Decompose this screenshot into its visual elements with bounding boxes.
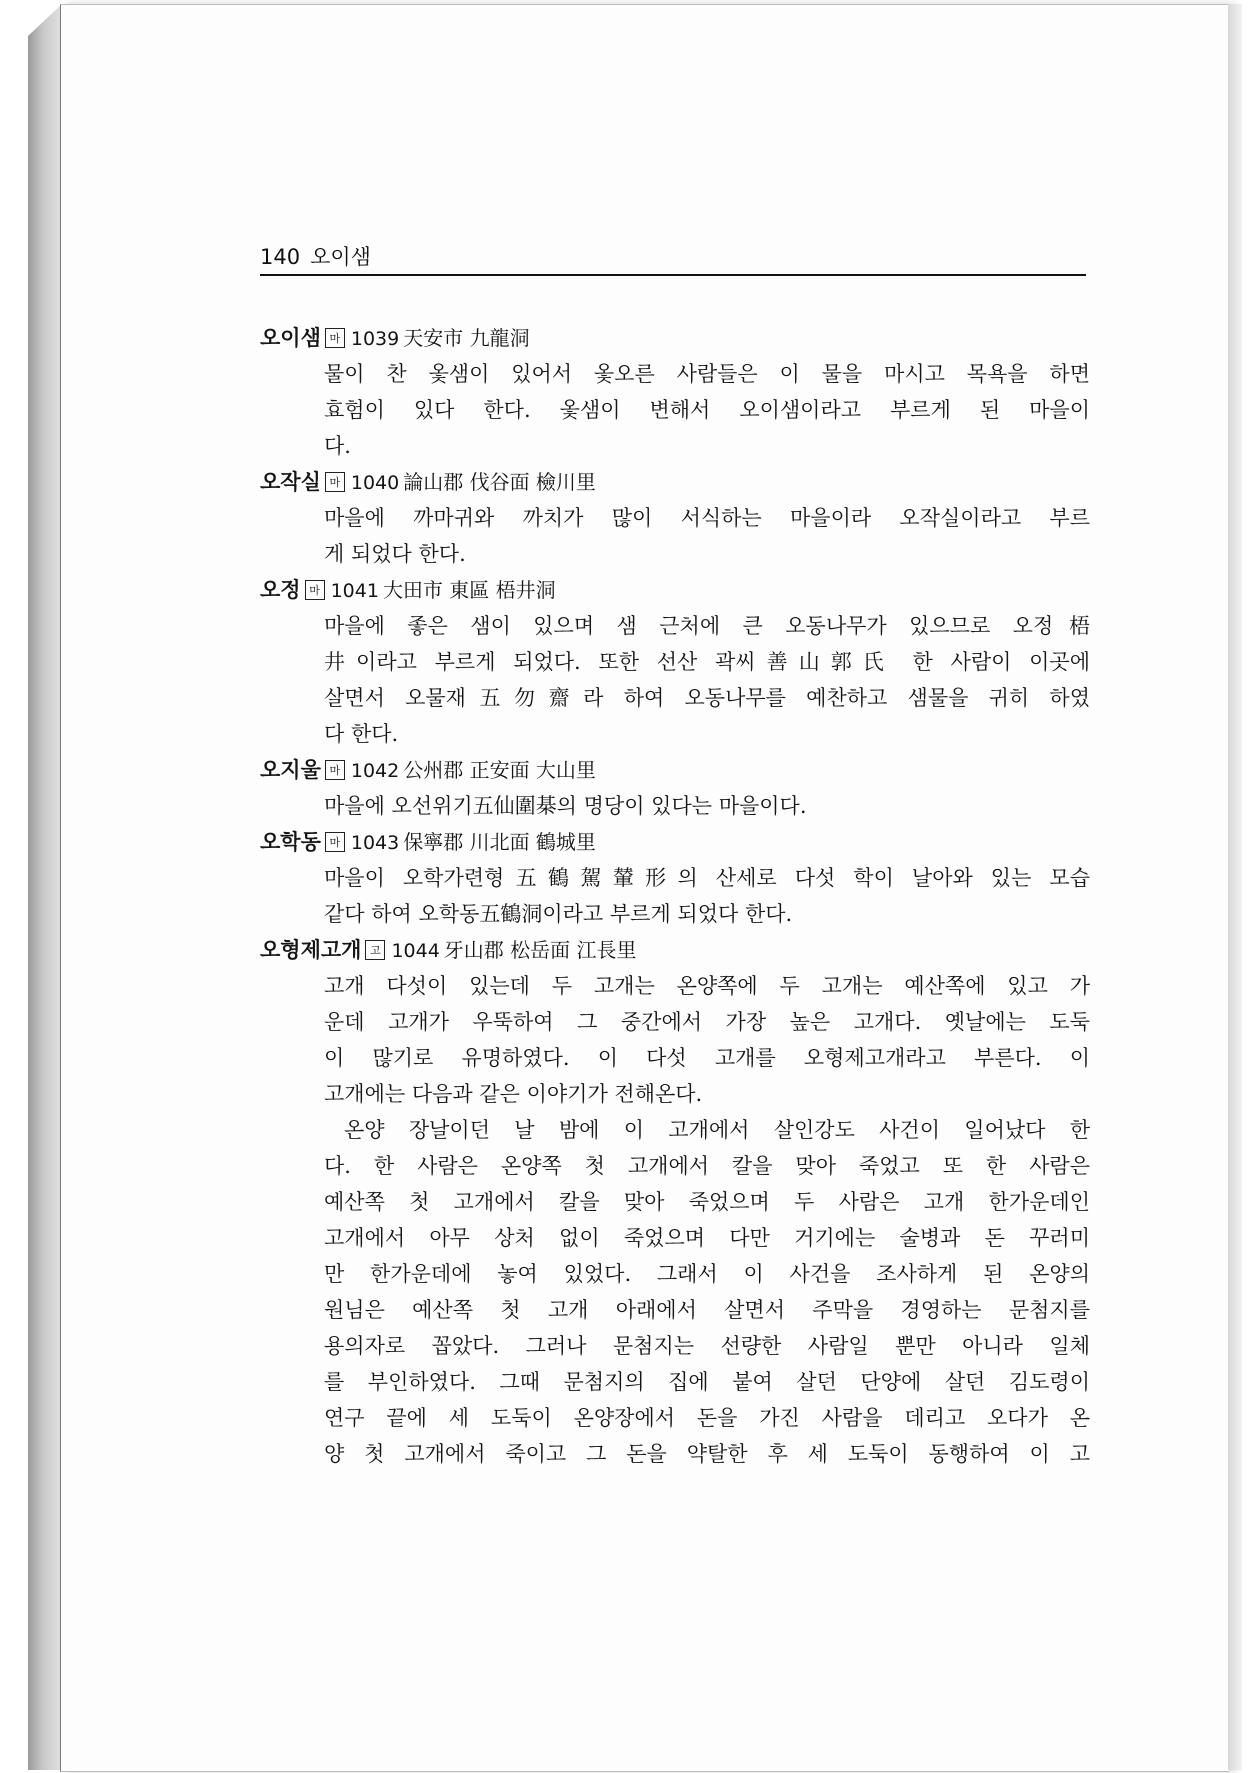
entry-body bbox=[324, 968, 1090, 1472]
body-line: 마을에 좋은 샘이 있으며 샘 근처에 큰 오동나무가 있으므로 오정梧 bbox=[324, 614, 1090, 638]
category-badge: 마 bbox=[305, 580, 325, 600]
entry-code: 1039 bbox=[350, 328, 400, 350]
entry-heading bbox=[260, 752, 1090, 788]
body-line: 연구 끝에 세 도둑이 온양장에서 돈을 가진 사람을 데리고 오다가 온 bbox=[324, 1406, 1090, 1430]
entry-name: 오정 bbox=[260, 577, 301, 602]
book-spine bbox=[28, 4, 62, 1770]
body-line: 게 되었다 한다. bbox=[324, 542, 466, 566]
body-line: 예산쪽 첫 고개에서 칼을 맞아 죽었으며 두 사람은 고개 한가운데인 bbox=[324, 1190, 1090, 1214]
page-number: 140 bbox=[260, 245, 301, 269]
body-line: 마을이 오학가련형五鶴駕輦形의 산세로 다섯 학이 날아와 있는 모습 bbox=[324, 866, 1090, 890]
entry bbox=[260, 824, 1090, 932]
entry bbox=[260, 572, 1090, 752]
header-rule bbox=[260, 274, 1086, 276]
entries-list bbox=[260, 320, 1090, 1472]
entry-name: 오학동 bbox=[260, 829, 321, 854]
entry-heading bbox=[260, 824, 1090, 860]
entry-body bbox=[324, 500, 1090, 572]
category-badge: 마 bbox=[325, 472, 345, 492]
body-line: 다 한다. bbox=[324, 722, 399, 746]
entry-body bbox=[324, 356, 1090, 464]
body-line: 용의자로 꼽았다. 그러나 문첨지는 선량한 사람일 뿐만 아니라 일체 bbox=[324, 1334, 1090, 1358]
category-badge: 마 bbox=[325, 328, 345, 348]
entry-body bbox=[324, 860, 1090, 932]
body-line: 마을에 까마귀와 까치가 많이 서식하는 마을이라 오작실이라고 부르 bbox=[324, 506, 1090, 530]
entry-address: 大田市 東區 梧井洞 bbox=[382, 578, 556, 602]
running-head-title: 오이샘 bbox=[310, 245, 371, 269]
entry-body bbox=[324, 608, 1090, 752]
entry-code: 1040 bbox=[350, 472, 400, 494]
body-line: 井이라고 부르게 되었다. 또한 선산 곽씨善山郭氏 한 사람이 이곳에 bbox=[324, 650, 1090, 674]
category-badge: 마 bbox=[325, 760, 345, 780]
body-line: 원님은 예산쪽 첫 고개 아래에서 살면서 주막을 경영하는 문첨지를 bbox=[324, 1298, 1090, 1322]
entry-address: 公州郡 正安面 大山里 bbox=[403, 758, 596, 782]
entry-heading bbox=[260, 572, 1090, 608]
entry-address: 天安市 九龍洞 bbox=[403, 326, 530, 350]
body-line: 고개에는 다음과 같은 이야기가 전해온다. bbox=[324, 1082, 703, 1106]
entry-body bbox=[324, 788, 1090, 824]
entry-address: 保寧郡 川北面 鶴城里 bbox=[403, 830, 596, 854]
entry-code: 1044 bbox=[391, 940, 440, 962]
entry-name: 오형제고개 bbox=[260, 937, 362, 962]
body-line: 를 부인하였다. 그때 문첨지의 집에 붙여 살던 단양에 살던 김도령이 bbox=[324, 1370, 1090, 1394]
category-badge: 마 bbox=[325, 832, 345, 852]
entry bbox=[260, 320, 1090, 464]
entry-name: 오이샘 bbox=[260, 325, 321, 350]
entry-heading bbox=[260, 320, 1090, 356]
body-line: 운데 고개가 우뚝하여 그 중간에서 가장 높은 고개다. 옛날에는 도둑 bbox=[324, 1010, 1090, 1034]
entry-code: 1042 bbox=[350, 760, 400, 782]
entry-code: 1041 bbox=[330, 580, 379, 602]
entry-heading bbox=[260, 464, 1090, 500]
body-line: 같다 하여 오학동五鶴洞이라고 부르게 되었다 한다. bbox=[324, 902, 793, 926]
body-line: 양 첫 고개에서 죽이고 그 돈을 약탈한 후 세 도둑이 동행하여 이 고 bbox=[324, 1442, 1090, 1466]
entry bbox=[260, 932, 1090, 1472]
body-line: 물이 찬 옻샘이 있어서 옻오른 사람들은 이 물을 마시고 목욕을 하면 bbox=[324, 362, 1090, 386]
body-line: 살면서 오물재五勿齋라 하여 오동나무를 예찬하고 샘물을 귀히 하였 bbox=[324, 686, 1090, 710]
body-line: 다. 한 사람은 온양쪽 첫 고개에서 칼을 맞아 죽었고 또 한 사람은 bbox=[324, 1154, 1090, 1178]
category-badge: 고 bbox=[365, 940, 385, 960]
entry-name: 오작실 bbox=[260, 469, 321, 494]
body-line: 마을에 오선위기五仙圍棊의 명당이 있다는 마을이다. bbox=[324, 794, 807, 818]
entry-name: 오지울 bbox=[260, 757, 321, 782]
entry-address: 論山郡 伐谷面 檢川里 bbox=[403, 470, 596, 494]
entry-address: 牙山郡 松岳面 江長里 bbox=[443, 938, 637, 962]
body-line: 이 많기로 유명하였다. 이 다섯 고개를 오형제고개라고 부른다. 이 bbox=[324, 1046, 1090, 1070]
entry bbox=[260, 464, 1090, 572]
body-line: 만 한가운데에 놓여 있었다. 그래서 이 사건을 조사하게 된 온양의 bbox=[324, 1262, 1090, 1286]
entry bbox=[260, 752, 1090, 824]
body-line: 효험이 있다 한다. 옻샘이 변해서 오이샘이라고 부르게 된 마을이 bbox=[324, 398, 1090, 422]
running-head bbox=[260, 241, 371, 271]
body-line: 고개에서 아무 상처 없이 죽었으며 다만 거기에는 술병과 돈 꾸러미 bbox=[324, 1226, 1090, 1250]
entry-code: 1043 bbox=[350, 832, 400, 854]
body-line: 온양 장날이던 날 밤에 이 고개에서 살인강도 사건이 일어났다 한 bbox=[344, 1118, 1090, 1142]
page-edge bbox=[1228, 4, 1242, 1770]
body-line: 고개 다섯이 있는데 두 고개는 온양쪽에 두 고개는 예산쪽에 있고 가 bbox=[324, 974, 1090, 998]
entry-heading bbox=[260, 932, 1090, 968]
body-line: 다. bbox=[324, 434, 351, 458]
